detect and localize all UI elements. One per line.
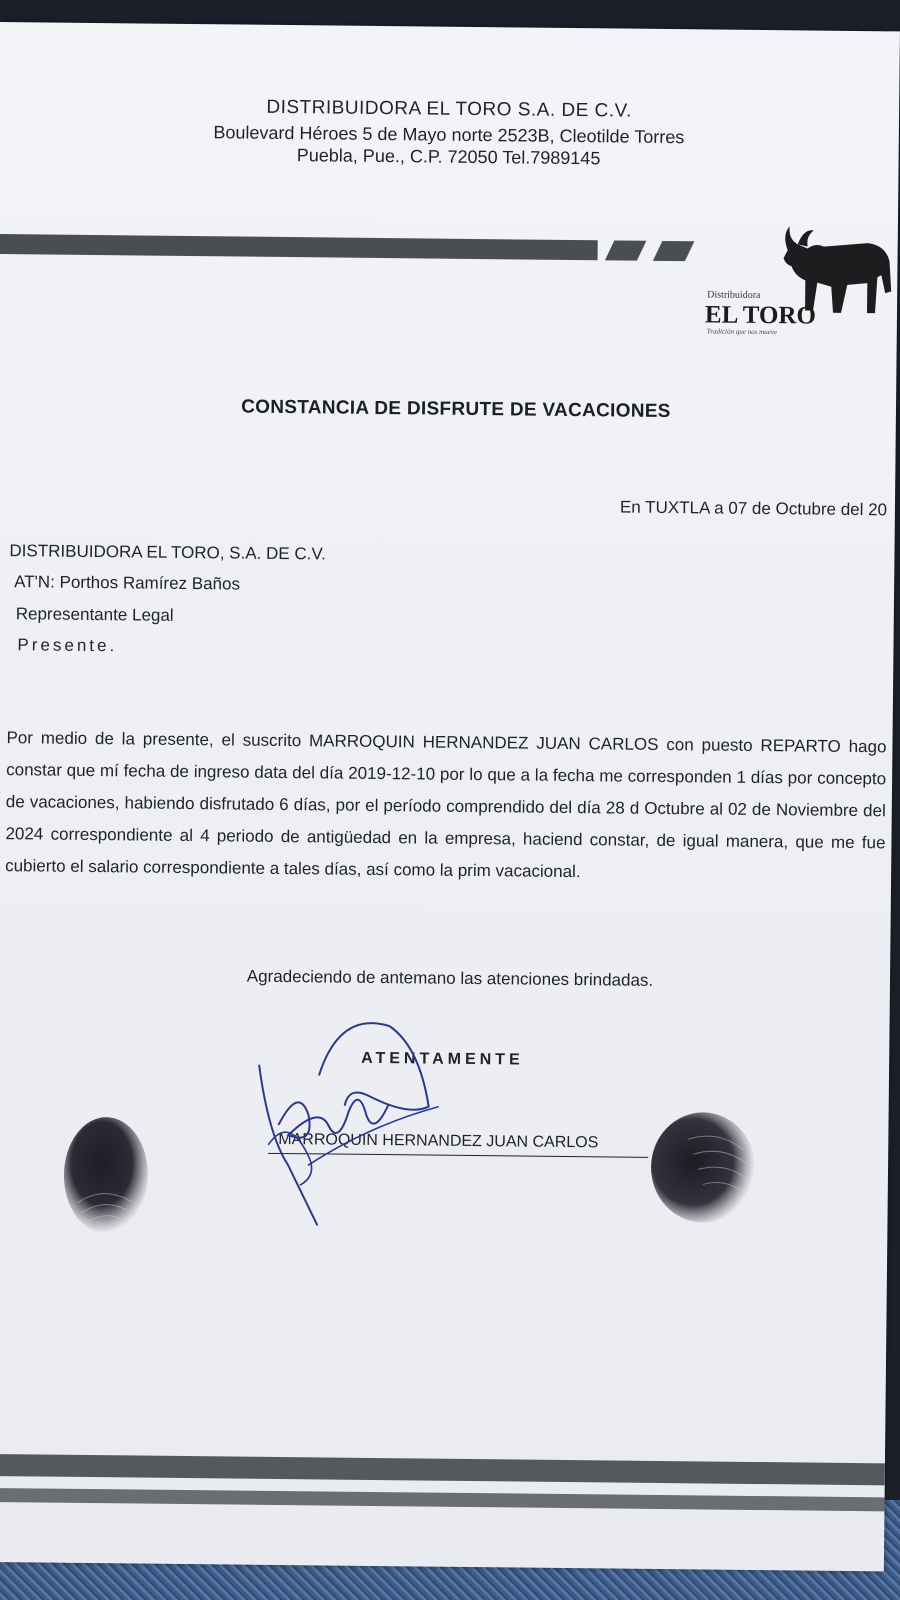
- recipient-company: DISTRIBUIDORA EL TORO, S.A. DE C.V.: [9, 541, 327, 564]
- company-address-line2: Puebla, Pue., C.P. 72050 Tel.7989145: [296, 145, 601, 169]
- company-address-line1: Boulevard Héroes 5 de Mayo norte 2523B, Cleotilde Torres: [213, 122, 685, 148]
- fingerprint-right: [647, 1109, 758, 1230]
- sign-off: ATENTAMENTE: [361, 1049, 524, 1069]
- date-line: En TUXTLA a 07 de Octubre del 20: [619, 497, 888, 520]
- document-title: CONSTANCIA DE DISFRUTE DE VACACIONES: [241, 396, 671, 423]
- logo-small-text: Distribuidora: [707, 289, 761, 301]
- header-band-chip: [605, 240, 647, 260]
- recipient-role: Representante Legal: [15, 604, 174, 625]
- company-name: DISTRIBUIDORA EL TORO S.A. DE C.V.: [266, 96, 632, 122]
- body-paragraph: Por medio de la presente, el suscrito MARROQUIN HERNANDEZ JUAN CARLOS con puesto REPARTO hago constar que mí fecha de ingreso data del día 2019-12-10 por lo que a la fecha me corresponden 1 días por concepto de vacaciones, habiendo disfrutado 6 días, por el período comprendido del día 28 d Octubre al 02 de Noviembre del 2024 correspondiente al 4 periodo de antigüedad en la empresa, haciend constar, de igual manera, que me fue cubierto el salario correspondiente a tales días, así como la prim vacacional.: [5, 728, 887, 882]
- header-band-chip: [653, 241, 695, 261]
- logo-tagline: Tradición que nos mueve: [706, 327, 778, 337]
- fingerprint-left: [57, 1113, 158, 1244]
- footer-band: [0, 1454, 885, 1485]
- logo-brand: EL TORO: [704, 301, 817, 330]
- document-page: [0, 22, 900, 1571]
- signer-name: MARROQUIN HERNANDEZ JUAN CARLOS: [278, 1130, 599, 1152]
- closing-line: Agradeciendo de antemano las atenciones brindadas.: [246, 966, 654, 990]
- company-logo: [705, 219, 896, 341]
- recipient-presente: Presente.: [17, 635, 118, 656]
- recipient-attn: AT'N: Porthos Ramírez Baños: [14, 572, 241, 594]
- footer-band-thin: [0, 1488, 885, 1511]
- handwritten-signature: [247, 1015, 469, 1237]
- header-band: [0, 234, 598, 260]
